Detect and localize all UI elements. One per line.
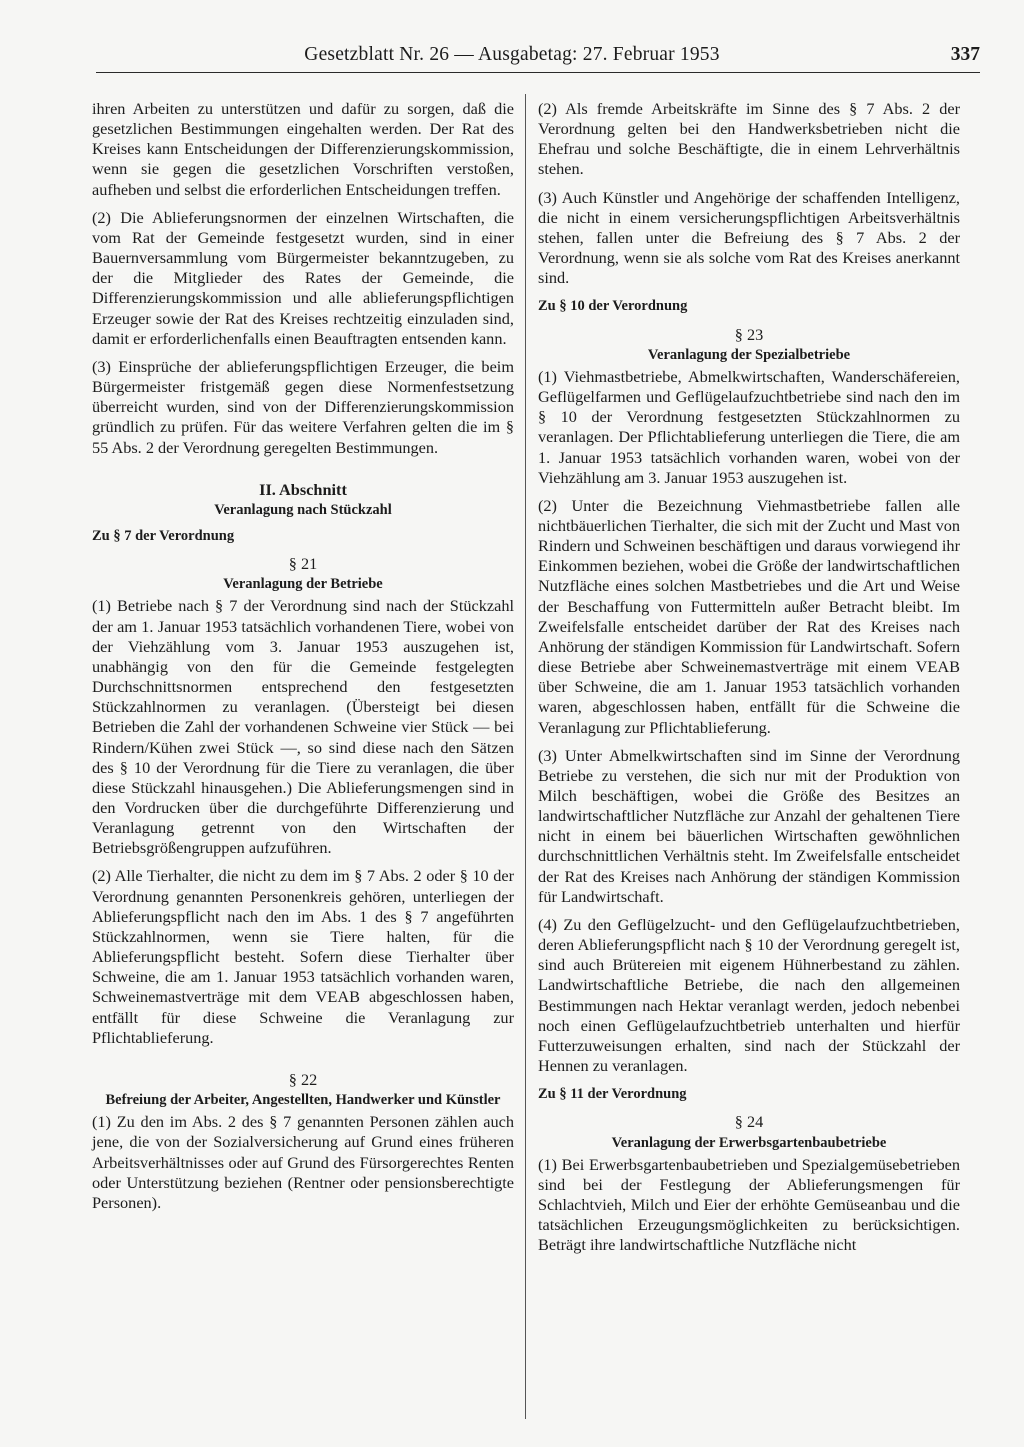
page-number: 337 xyxy=(950,44,980,65)
paragraph: (1) Zu den im Abs. 2 des § 7 genannten Personen zählen auch jene, die von der Sozialversicherung auf Grund eines früheren Arbeitsverhältnisses oder auf Grund des Fürsorgerechtes Renten oder Unterstützung beziehen (Rentner oder pensionsberechtigte Personen). xyxy=(92,1112,514,1212)
paragraph-title: Veranlagung der Betriebe xyxy=(223,576,383,593)
left-column xyxy=(92,99,514,1221)
paragraph-number: § 24 xyxy=(734,1112,764,1132)
paragraph: (3) Auch Künstler und Angehörige der schaffenden Intelligenz, die nicht in einem versicherungspflichtigen Arbeitsverhältnis stehen, fallen unter die Befreiung des § 7 Abs. 2 der Verordnung, wenn sie als solche vom Rat des Kreises anerkannt sind. xyxy=(538,187,960,288)
paragraph: (2) Alle Tierhalter, die nicht zu dem im § 7 Abs. 2 oder § 10 der Verordnung genannten Personenkreis gehören, unterliegen der Ablieferungspflicht nach den im Abs. 1 des § 7 angeführten Stückzahlnormen, wenn sie Tiere halten, für die Ablieferungspflicht besteht. Sofern diese Tierhalter über Schweine, die am 1. Januar 1953 tatsächlich vorhanden waren, Schweinemastverträge mit dem VEAB abgeschlossen haben, entfällt für diese Schweine die Veranlagung zur Pflichtablieferung. xyxy=(92,866,514,1047)
paragraph-number: § 22 xyxy=(288,1069,318,1089)
right-column xyxy=(538,99,960,1263)
paragraph-number: § 21 xyxy=(288,554,318,574)
paragraph-title: Veranlagung der Erwerbsgartenbaubetriebe xyxy=(611,1134,887,1151)
paragraph: (2) Unter die Bezeichnung Viehmastbetriebe fallen alle nichtbäuerlichen Tierhalter, die sich mit der Zucht und Mast von Rindern und Schweinen beschäftigen und daraus vorwiegend ihr Einkommen beziehen, wobei die Größe der landwirtschaftlichen Nutzfläche eines solchen Mastbetriebes und die Art und Weise der Beschaffung von Futtermitteln außer Betracht bleibt. Im Zweifelsfalle entscheidet darüber der Rat des Kreises nach Anhörung der ständigen Kommission für Landwirtschaft. Sofern diese Betriebe aber Schweinemastverträge mit einem VEAB über Schweine, die am 1. Januar 1953 tatsächlich vorhanden waren, abgeschlossen haben, entfällt für die Schweine die Veranlagung zur Pflichtablieferung. xyxy=(538,495,960,737)
ordinance-reference: Zu § 11 der Verordnung xyxy=(538,1086,687,1103)
header-title: Gesetzblatt Nr. 26 — Ausgabetag: 27. Februar 1953 xyxy=(304,44,720,65)
header-rule xyxy=(96,72,980,73)
section-title: II. Abschnitt xyxy=(259,479,347,499)
paragraph: (3) Unter Abmelkwirtschaften sind im Sinne der Verordnung Betriebe zu verstehen, die sich nur mit der Produktion von Milch beschäftigen, wobei die Größe des Besitzes an landwirtschaftlicher Nutzfläche zur Anzahl der gehaltenen Tiere nicht in einem bei bäuerlichen Wirtschaften gewöhnlichen durchschnittlichen Verhältnis steht. Im Zweifelsfalle entscheidet der Rat des Kreises nach Anhörung der ständigen Kommission für Landwirtschaft. xyxy=(538,745,960,906)
running-header xyxy=(0,34,1024,74)
paragraph: (1) Bei Erwerbsgartenbaubetrieben und Spezialgemüsebetrieben sind bei der Festlegung der Ablieferungsmengen für Schlachtvieh, Milch und Eier der erhöhte Gemüseanbau und die tatsächlichen Erzeugungsmöglichkeiten zu berücksichtigen. Beträgt ihre landwirtschaftliche Nutzfläche nicht xyxy=(538,1154,960,1255)
paragraph: (1) Betriebe nach § 7 der Verordnung sind nach der Stückzahl der am 1. Januar 1953 tatsächlich vorhandenen Tiere, wobei von der Viehzählung vom 3. Januar 1953 auszugehen ist, unabhängig von den für die Gemeinde festgelegten Durchschnittsnormen entsprechend den festgesetzten Stückzahlnormen zu veranlagen. (Übersteigt bei diesen Betrieben die Zahl der vorhandenen Schweine vier Stück — bei Rindern/Kühen zwei Stück —, so sind diese nach den Sätzen des § 10 der Verordnung für die Tiere zu veranlagen, die über diese Stückzahl hinausgehen.) Die Ablieferungsmengen sind in den Vordrucken über die durchgeführte Differenzierung und Veranlagung getrennt von den Wirtschaften der Betriebsgrößengruppen aufzuführen. xyxy=(92,596,514,858)
paragraph: (2) Als fremde Arbeitskräfte im Sinne des § 7 Abs. 2 der Verordnung gelten bei den Handwerksbetrieben nicht die Ehefrau und solche Beschäftigte, die in einem Lehrverhältnis stehen. xyxy=(538,99,960,179)
paragraph: (2) Die Ablieferungsnormen der einzelnen Wirtschaften, die vom Rat der Gemeinde festgesetzt wurden, sind in einer Bauernversammlung vom Bürgermeister bekanntzugeben, zu der die Mitglieder des Rates der Gemeinde, die Differenzierungskommission und alle ablieferungspflichtigen Erzeuger sowie der Rat des Kreises rechtzeitig einzuladen sind, damit er erforderlichenfalls einen Beauftragten entsenden kann. xyxy=(92,207,514,348)
ordinance-reference: Zu § 7 der Verordnung xyxy=(92,527,235,544)
paragraph-title: Veranlagung der Spezialbetriebe xyxy=(647,346,851,363)
paragraph-title: Befreiung der Arbeiter, Angestellten, Handwerker und Künstler xyxy=(105,1092,501,1109)
ordinance-reference: Zu § 10 der Verordnung xyxy=(538,298,688,315)
paragraph-number: § 23 xyxy=(734,324,764,344)
paragraph: (3) Einsprüche der ablieferungspflichtigen Erzeuger, die beim Bürgermeister fristgemäß gegen diese Normenfestsetzung überreicht wurden, sind von der Differenzierungskommission gründlich zu prüfen. Für das weitere Verfahren gelten die im § 55 Abs. 2 der Verordnung geregelten Bestimmungen. xyxy=(92,356,514,457)
section-subtitle: Veranlagung nach Stückzahl xyxy=(214,501,392,518)
paragraph: (1) Viehmastbetriebe, Abmelkwirtschaften, Wanderschäfereien, Geflügelfarmen und Geflügelaufzuchtbetriebe sind nach den im § 10 der Verordnung festgesetzten Stückzahlnormen zu veranlagen. Der Pflichtablieferung unterliegen die Tiere, die am 1. Januar 1953 tatsächlich vorhanden waren, wobei von der Viehzählung am 3. Januar 1953 auszugehen ist. xyxy=(538,366,960,487)
column-divider xyxy=(525,94,526,1419)
paragraph: ihren Arbeiten zu unterstützen und dafür zu sorgen, daß die gesetzlichen Bestimmungen eingehalten werden. Der Rat des Kreises kann Entscheidungen der Differenzierungskommission, wenn sie gegen die gesetzlichen Vorschriften verstoßen, aufheben und selbst die erforderlichen Entscheidungen treffen. xyxy=(92,99,514,199)
paragraph: (4) Zu den Geflügelzucht- und den Geflügelaufzuchtbetrieben, deren Ablieferungspflicht nach § 10 der Verordnung geregelt ist, sind auch Brütereien mit eigenem Hühnerbestand zu zählen. Landwirtschaftliche Betriebe, die nach den allgemeinen Bestimmungen nach Hektar veranlagt werden, jedoch nebenbei noch einen Geflügelaufzuchtbetrieb unterhalten und hierfür Futterzuweisungen erhalten, sind nach der Stückzahl der Hennen zu veranlagen. xyxy=(538,914,960,1076)
